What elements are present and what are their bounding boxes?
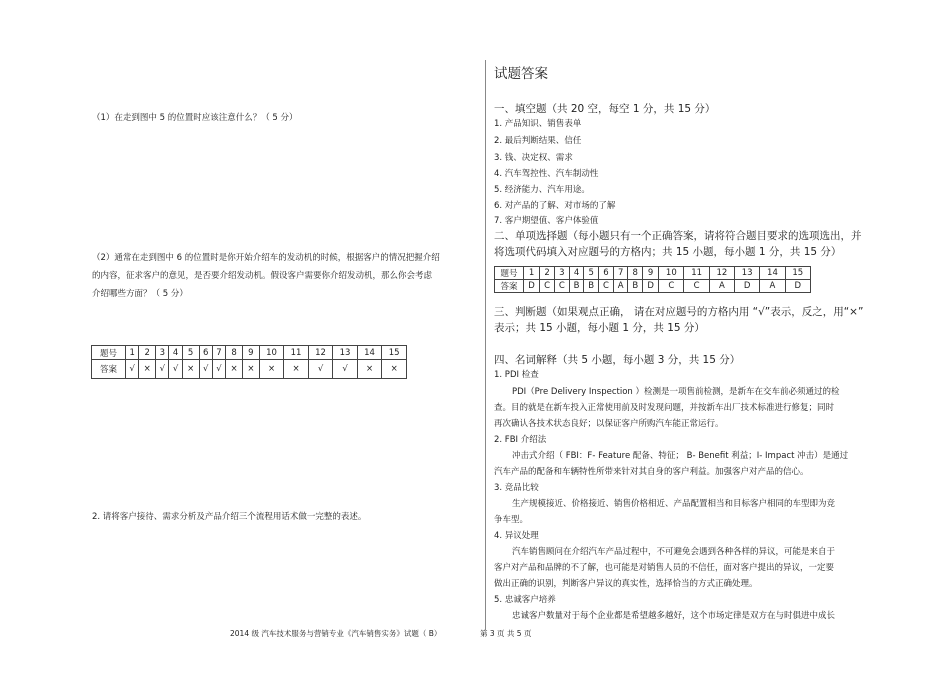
choice-number-cell: 4 <box>569 267 584 280</box>
section-1-heading: 一、填空题（共 20 空，每空 1 分，共 15 分） <box>494 103 716 115</box>
choice-number-cell: 13 <box>735 267 760 280</box>
term-5-line: 忠诚客户数量对于每个企业都是希望越多越好，这个市场定律是双方在与时俱进中成长 <box>512 611 836 621</box>
footer-exam-info: 2014 级 汽车技术服务与营销专业《汽车销售实务》试题（ B） <box>230 629 442 638</box>
judge-number-cell: 10 <box>259 346 284 360</box>
choice-answer-cell: C <box>554 280 569 293</box>
fill-answer-7: 7. 客户期望值、客户体验值 <box>494 216 599 226</box>
choice-answer-cell: C <box>659 280 684 293</box>
judge-answer-cell: × <box>357 360 382 379</box>
term-2-line: 汽车产品的配备和车辆特性所带来针对其自身的客户利益。加强客户对产品的信心。 <box>494 467 809 477</box>
choice-answer-table <box>494 266 811 293</box>
judge-answer-cell: × <box>382 360 407 379</box>
judge-answer-row <box>92 360 407 379</box>
judge-answer-cell: × <box>182 360 199 379</box>
term-5-title: 5. 忠诚客户培养 <box>494 595 556 605</box>
fill-answer-4: 4. 汽车驾控性、汽车制动性 <box>494 169 599 179</box>
choice-number-cell: 8 <box>628 267 643 280</box>
judge-number-cell: 5 <box>182 346 199 360</box>
choice-number-cell: 1 <box>524 267 540 280</box>
judge-answer-cell: × <box>259 360 284 379</box>
judge-number-cell: 3 <box>156 346 169 360</box>
judge-answer-cell: √ <box>199 360 212 379</box>
judge-answer-cell: × <box>226 360 243 379</box>
judge-number-cell: 6 <box>199 346 212 360</box>
term-3-line: 生产规模接近、价格接近、销售价格相近、产品配置相当和目标客户相同的车型即为竞 <box>512 499 836 509</box>
choice-number-cell: 3 <box>554 267 569 280</box>
choice-number-cell: 11 <box>684 267 709 280</box>
question-6-line-3: 介绍哪些方面？（ 5 分） <box>92 289 188 299</box>
term-3-line: 争车型。 <box>494 515 529 525</box>
choice-number-label: 题号 <box>495 267 524 280</box>
section-3-heading-line-2: 表示；共 15 小题，每小题 1 分，共 15 分） <box>494 322 705 334</box>
term-1-title: 1. PDI 检查 <box>494 370 539 380</box>
choice-answer-cell: A <box>709 280 734 293</box>
section-2-heading-line-2: 将选项代码填入对应题号的方格内；共 15 小题，每小题 1 分，共 15 分） <box>494 246 842 258</box>
judge-number-cell: 12 <box>308 346 333 360</box>
question-5-position: （1）在走到图中 5 的位置时应该注意什么？（ 5 分） <box>92 113 298 123</box>
choice-answer-cell: B <box>569 280 584 293</box>
choice-answer-cell: D <box>643 280 659 293</box>
judge-answer-cell: √ <box>169 360 182 379</box>
judge-answer-cell: √ <box>126 360 139 379</box>
judge-answer-cell: √ <box>333 360 358 379</box>
judge-number-cell: 7 <box>212 346 225 360</box>
question-2-essay: 2. 请将客户接待、需求分析及产品介绍三个流程用话术做一完整的表述。 <box>92 512 367 522</box>
choice-answer-cell: D <box>735 280 760 293</box>
choice-number-cell: 5 <box>584 267 599 280</box>
fill-answer-2: 2. 最后判断结果、信任 <box>494 136 582 146</box>
term-2-title: 2. FBI 介绍法 <box>494 435 547 445</box>
judge-answer-cell: √ <box>308 360 333 379</box>
choice-answer-cell: B <box>628 280 643 293</box>
column-divider <box>485 60 486 630</box>
judge-number-row <box>92 346 407 360</box>
fill-answer-6: 6. 对产品的了解、对市场的了解 <box>494 201 616 211</box>
choice-number-cell: 6 <box>599 267 614 280</box>
judge-answer-cell: × <box>242 360 259 379</box>
judge-number-cell: 1 <box>126 346 139 360</box>
judge-answer-table <box>91 345 407 379</box>
judge-answer-cell: √ <box>156 360 169 379</box>
term-4-title: 4. 异议处理 <box>494 531 539 541</box>
choice-answer-cell: D <box>785 280 810 293</box>
choice-number-cell: 12 <box>709 267 734 280</box>
answers-title: 试题答案 <box>494 66 548 82</box>
term-2-line: 冲击式介绍（ FBI：F- Feature 配备、特征； B- Benefit 利益；I- Impact 冲击）是通过 <box>512 451 849 461</box>
judge-number-cell: 8 <box>226 346 243 360</box>
judge-number-cell: 4 <box>169 346 182 360</box>
judge-number-cell: 2 <box>139 346 156 360</box>
term-4-line: 客户对产品和品牌的不了解，也可能是对销售人员的不信任，面对客户提出的异议，一定要 <box>494 563 835 573</box>
choice-number-cell: 7 <box>613 267 628 280</box>
term-4-line: 做出正确的识别，判断客户异议的真实性，选择恰当的方式正确处理。 <box>494 579 758 589</box>
section-2-heading-line-1: 二、单项选择题（每小题只有一个正确答案，请将符合题目要求的选项选出，并 <box>494 230 862 242</box>
question-6-line-1: （2）通常在走到图中 6 的位置时是你开始介绍车的发动机的时候，根据客户的情况把握介绍 <box>92 253 440 263</box>
footer-page-number: 第 3 页 共 5 页 <box>480 629 532 638</box>
term-1-line: PDI（Pre Delivery Inspection ）检测是一项售前检测，是新车在交车前必须通过的检 <box>512 387 840 397</box>
judge-answer-cell: × <box>284 360 309 379</box>
choice-answer-label: 答案 <box>495 280 524 293</box>
fill-answer-1: 1. 产品知识、销售表单 <box>494 119 582 129</box>
term-3-title: 3. 竞品比较 <box>494 483 539 493</box>
choice-answer-cell: C <box>684 280 709 293</box>
choice-answer-cell: B <box>584 280 599 293</box>
choice-answer-row <box>495 280 811 293</box>
choice-answer-cell: A <box>760 280 785 293</box>
choice-answer-cell: C <box>540 280 555 293</box>
judge-number-label: 题号 <box>92 346 126 360</box>
judge-number-cell: 11 <box>284 346 309 360</box>
choice-answer-cell: C <box>599 280 614 293</box>
judge-number-cell: 9 <box>242 346 259 360</box>
judge-answer-cell: √ <box>212 360 225 379</box>
choice-number-cell: 14 <box>760 267 785 280</box>
judge-number-cell: 14 <box>357 346 382 360</box>
term-1-line: 再次确认各技术状态良好；以保证客户所购汽车能正常运行。 <box>494 419 724 429</box>
judge-answer-cell: × <box>139 360 156 379</box>
choice-answer-cell: D <box>524 280 540 293</box>
term-4-line: 汽车销售顾问在介绍汽车产品过程中，不可避免会遇到各种各样的异议，可能是来自于 <box>512 547 836 557</box>
fill-answer-3: 3. 钱、决定权、需求 <box>494 153 573 163</box>
fill-answer-5: 5. 经济能力、汽车用途。 <box>494 185 590 195</box>
judge-number-cell: 15 <box>382 346 407 360</box>
choice-number-cell: 10 <box>659 267 684 280</box>
section-4-heading: 四、名词解释（共 5 小题，每小题 3 分，共 15 分） <box>494 354 741 366</box>
judge-number-cell: 13 <box>333 346 358 360</box>
choice-number-row <box>495 267 811 280</box>
choice-answer-cell: A <box>613 280 628 293</box>
choice-number-cell: 2 <box>540 267 555 280</box>
choice-number-cell: 15 <box>785 267 810 280</box>
section-3-heading-line-1: 三、判断题（如果观点正确， 请在对应题号的方格内用 “√”表示，反之，用“×” <box>494 306 864 318</box>
choice-number-cell: 9 <box>643 267 659 280</box>
question-6-line-2: 的内容，征求客户的意见，是否要介绍发动机。假设客户需要你介绍发动机，那么你会考虑 <box>92 271 433 281</box>
term-1-line: 查。目的就是在新车投入正常使用前及时发现问题，并按新车出厂技术标准进行修复；同时 <box>494 403 835 413</box>
judge-answer-label: 答案 <box>92 360 126 379</box>
